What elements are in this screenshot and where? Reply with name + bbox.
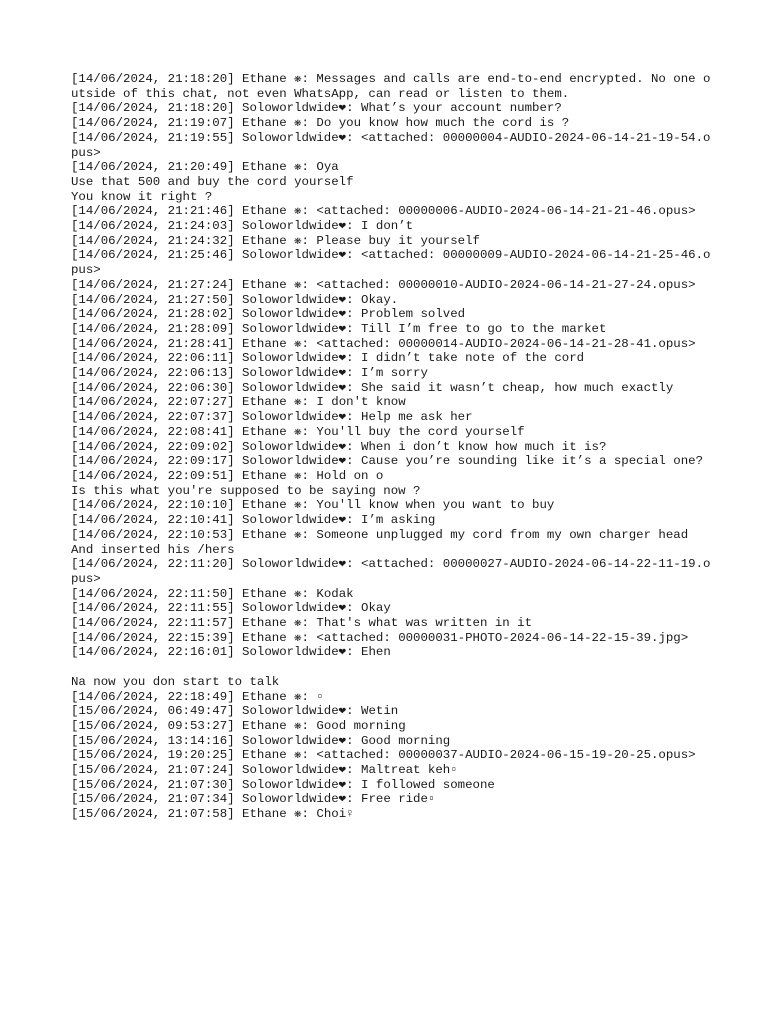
chat-line: [14/06/2024, 21:24:03] Soloworldwide❤: I don’t — [71, 219, 414, 234]
chat-line: [14/06/2024, 22:16:01] Soloworldwide❤: Ehen — [71, 645, 391, 660]
chat-line: [15/06/2024, 09:53:27] Ethane ❋: Good morning — [71, 718, 406, 733]
chat-line: [14/06/2024, 22:06:30] Soloworldwide❤: She said it wasn’t cheap, how much exactly — [71, 380, 674, 395]
chat-line: [15/06/2024, 13:14:16] Soloworldwide❤: Good morning — [71, 733, 451, 748]
chat-line: [14/06/2024, 22:18:49] Ethane ❋: ▫ — [71, 689, 324, 704]
chat-line: [14/06/2024, 22:06:11] Soloworldwide❤: I didn’t take note of the cord — [71, 351, 585, 366]
chat-line: [15/06/2024, 19:20:25] Ethane ❋: <attached: 00000037-AUDIO-2024-06-15-19-20-25.opus> — [71, 748, 696, 763]
chat-line: [14/06/2024, 22:11:50] Ethane ❋: Kodak — [71, 586, 354, 601]
chat-line: [14/06/2024, 21:18:20] Ethane ❋: Messages and calls are end-to-end encrypted. No one outside of this chat, not even WhatsApp, can read or listen to them. — [71, 72, 711, 101]
chat-line: [14/06/2024, 21:19:07] Ethane ❋: Do you know how much the cord is ? — [71, 116, 570, 131]
chat-line: [14/06/2024, 22:10:41] Soloworldwide❤: I’m asking — [71, 513, 436, 528]
chat-line: [14/06/2024, 22:08:41] Ethane ❋: You'll buy the cord yourself — [71, 424, 525, 439]
chat-line: [14/06/2024, 22:11:57] Ethane ❋: That's what was written in it — [71, 616, 533, 631]
chat-line: Use that 500 and buy the cord yourself — [71, 174, 354, 189]
chat-line: [14/06/2024, 22:06:13] Soloworldwide❤: I’m sorry — [71, 366, 428, 381]
chat-line: [14/06/2024, 22:09:51] Ethane ❋: Hold on o — [71, 468, 384, 483]
chat-line: [14/06/2024, 21:20:49] Ethane ❋: Oya — [71, 160, 339, 175]
chat-line: [14/06/2024, 21:19:55] Soloworldwide❤: <attached: 00000004-AUDIO-2024-06-14-21-19-54.opus> — [71, 130, 711, 160]
chat-line: You know it right ? — [71, 189, 213, 204]
chat-line: [14/06/2024, 22:09:02] Soloworldwide❤: When i don’t know how much it is? — [71, 439, 607, 454]
chat-line: [15/06/2024, 21:07:58] Ethane ❋: Choi♀ — [71, 807, 354, 822]
chat-line: [14/06/2024, 22:11:55] Soloworldwide❤: Okay — [71, 601, 391, 616]
chat-line: [15/06/2024, 21:07:24] Soloworldwide❤: Maltreat keh▫ — [71, 763, 458, 778]
chat-line: [14/06/2024, 21:28:41] Ethane ❋: <attached: 00000014-AUDIO-2024-06-14-21-28-41.opus> — [71, 336, 696, 351]
chat-transcript — [71, 72, 711, 822]
chat-line: [14/06/2024, 21:27:50] Soloworldwide❤: Okay. — [71, 292, 399, 307]
chat-line: [14/06/2024, 22:11:20] Soloworldwide❤: <attached: 00000027-AUDIO-2024-06-14-22-11-19.opus> — [71, 557, 711, 586]
chat-line: [15/06/2024, 06:49:47] Soloworldwide❤: Wetin — [71, 704, 399, 719]
chat-line: [14/06/2024, 22:09:17] Soloworldwide❤: Cause you’re sounding like it’s a special one? — [71, 454, 704, 469]
chat-line: [14/06/2024, 22:15:39] Ethane ❋: <attached: 00000031-PHOTO-2024-06-14-22-15-39.jpg> — [71, 630, 689, 645]
chat-line: [14/06/2024, 21:25:46] Soloworldwide❤: <attached: 00000009-AUDIO-2024-06-14-21-25-46.opus> — [71, 248, 711, 278]
chat-line: [14/06/2024, 21:18:20] Soloworldwide❤: What’s your account number? — [71, 101, 562, 116]
blank-line — [71, 660, 711, 675]
chat-line: Na now you don start to talk — [71, 674, 280, 689]
chat-line: And inserted his /hers — [71, 542, 235, 557]
chat-line: [14/06/2024, 21:24:32] Ethane ❋: Please buy it yourself — [71, 233, 480, 248]
chat-line: [14/06/2024, 22:10:53] Ethane ❋: Someone unplugged my cord from my own charger head — [71, 527, 689, 542]
chat-line: [14/06/2024, 21:28:09] Soloworldwide❤: Till I’m free to go to the market — [71, 321, 607, 336]
chat-line: [14/06/2024, 22:10:10] Ethane ❋: You'll know when you want to buy — [71, 498, 555, 513]
chat-line: [14/06/2024, 21:21:46] Ethane ❋: <attached: 00000006-AUDIO-2024-06-14-21-21-46.opus> — [71, 204, 696, 219]
chat-line: [15/06/2024, 21:07:30] Soloworldwide❤: I followed someone — [71, 777, 495, 792]
chat-line: [14/06/2024, 22:07:37] Soloworldwide❤: Help me ask her — [71, 410, 473, 425]
chat-line: [14/06/2024, 21:28:02] Soloworldwide❤: Problem solved — [71, 307, 466, 322]
chat-line: Is this what you're supposed to be saying now ? — [71, 483, 421, 498]
chat-line: [14/06/2024, 21:27:24] Ethane ❋: <attached: 00000010-AUDIO-2024-06-14-21-27-24.opus> — [71, 277, 696, 292]
chat-line: [14/06/2024, 22:07:27] Ethane ❋: I don't know — [71, 395, 406, 410]
chat-line: [15/06/2024, 21:07:34] Soloworldwide❤: Free ride▫ — [71, 792, 436, 807]
